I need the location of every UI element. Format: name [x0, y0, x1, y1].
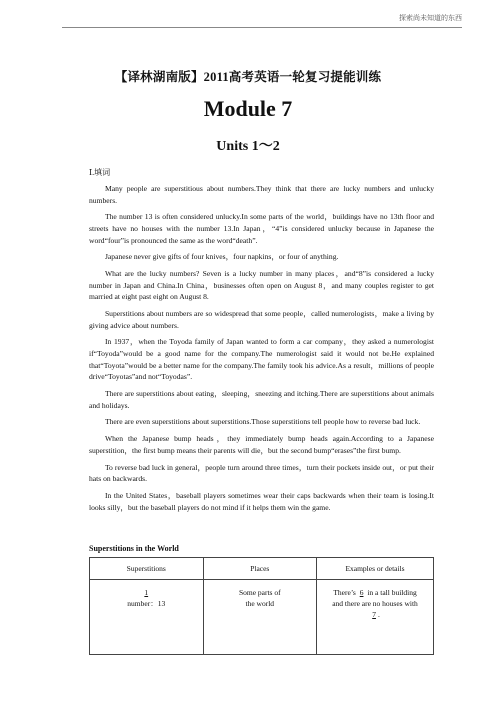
column-header: Examples or details	[317, 558, 434, 580]
table-header-row	[90, 558, 434, 580]
paragraph: The number 13 is often considered unlucky.In some parts of the world，buildings have no 13th floor and streets have no houses with the number 13.In Japan，“4”is considered unlucky because in Japanese the word“four”is pronounced the same as the word“death”.	[89, 212, 434, 245]
reading-passage	[89, 183, 434, 518]
cell-text: .	[377, 610, 380, 619]
cell-text: There’s	[333, 588, 356, 597]
answer-blank-6[interactable]: 6	[359, 588, 364, 597]
paragraph: In 1937，when the Toyoda family of Japan wanted to form a car company，they asked a numerologist if“Toyoda”would be a good name for the company.The numerologist said it would not be.He explained that“Toyota”would be a better name for the company.The family took his advice.As a result，millions of people drive“Toyotas”and not“Toyodas”.	[89, 337, 434, 382]
table-title: Superstitions in the World	[89, 544, 179, 553]
cell-text: the world	[245, 599, 275, 608]
document-title: 【译林湖南版】2011高考英语一轮复习提能训练	[114, 70, 382, 84]
column-header: Places	[203, 558, 317, 580]
paragraph: Superstitions about numbers are so widespread that some people，called numerologists，make a living by giving advice about numbers.	[89, 309, 434, 330]
cell-text: Some parts of	[238, 588, 281, 597]
table-cell-places	[203, 580, 317, 655]
column-header: Superstitions	[90, 558, 204, 580]
paragraph: When the Japanese bump heads，they immediately bump heads again.According to a Japanese superstition，the first bump means their parents will die，but the second bump“erases”the first bump.	[89, 434, 434, 455]
superstitions-table	[89, 557, 434, 655]
paragraph: Japanese never give gifts of four knives，four napkins，or four of anything.	[104, 252, 339, 262]
paragraph: What are the lucky numbers? Seven is a lucky number in many places，and“8”is considered a lucky number in Japan and China.In China，businesses often open on August 8，and many couples register to get married at eight past eight on August 8.	[89, 269, 434, 302]
section-label: Ⅰ.填词	[89, 168, 111, 177]
cell-text: number：13	[127, 599, 166, 608]
table-cell-examples	[317, 580, 434, 655]
table-cell-superstitions	[90, 580, 204, 655]
header-note: 探索尚未知道的东西	[399, 14, 462, 22]
paragraph: There are superstitions about eating，sleeping，sneezing and itching.There are superstitions about animals and holidays.	[89, 389, 434, 410]
paragraph: There are even superstitions about superstitions.Those superstitions tell people how to reverse bad luck.	[104, 417, 421, 427]
cell-text: in a tall building	[367, 588, 417, 597]
units-heading: Units 1～2	[216, 139, 280, 154]
paragraph: Many people are superstitious about numbers.They think that there are lucky numbers and unlucky numbers.	[89, 184, 434, 205]
cell-text: and there are no houses with	[332, 599, 418, 608]
paragraph: In the United States，baseball players sometimes wear their caps backwards when their team is losing.It looks silly，but the baseball players do not mind if it helps them win the game.	[89, 490, 434, 512]
answer-blank-7[interactable]: 7	[372, 610, 376, 619]
paragraph: To reverse bad luck in general，people turn around three times，turn their pockets inside out，or put their hats on backwards.	[89, 462, 434, 484]
table-row	[90, 580, 434, 655]
header-divider	[62, 27, 462, 28]
answer-blank-1[interactable]: 1	[144, 588, 149, 597]
module-heading: Module 7	[203, 96, 293, 121]
